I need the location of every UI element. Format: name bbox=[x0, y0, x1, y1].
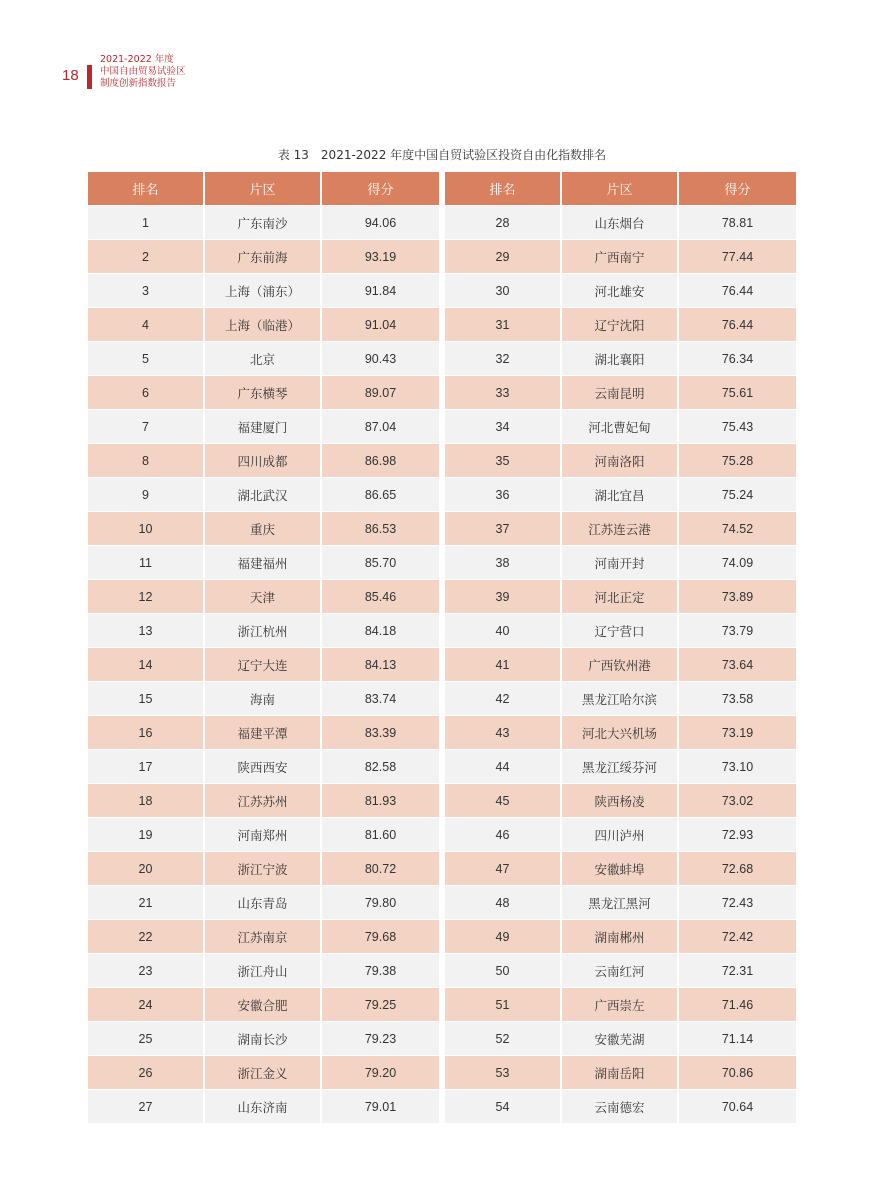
table-row bbox=[445, 988, 796, 1022]
zone-cell: 浙江舟山 bbox=[205, 954, 322, 988]
score-cell: 70.86 bbox=[679, 1056, 796, 1090]
table-row bbox=[88, 784, 439, 818]
table-title: 2021-2022 年度中国自贸试验区投资自由化指数排名 bbox=[320, 148, 607, 162]
score-cell: 72.42 bbox=[679, 920, 796, 954]
table-row bbox=[88, 1022, 439, 1056]
rank-cell: 31 bbox=[445, 308, 562, 342]
zone-cell: 黑龙江黑河 bbox=[562, 886, 679, 920]
rank-cell: 42 bbox=[445, 682, 562, 716]
score-cell: 72.43 bbox=[679, 886, 796, 920]
rank-cell: 7 bbox=[88, 410, 205, 444]
zone-cell: 广东南沙 bbox=[205, 206, 322, 240]
table-row bbox=[88, 648, 439, 682]
table-row bbox=[88, 614, 439, 648]
rank-cell: 4 bbox=[88, 308, 205, 342]
score-cell: 71.14 bbox=[679, 1022, 796, 1056]
page-number: 18 bbox=[62, 67, 79, 84]
table-row bbox=[445, 920, 796, 954]
rank-cell: 43 bbox=[445, 716, 562, 750]
zone-cell: 辽宁大连 bbox=[205, 648, 322, 682]
score-cell: 75.43 bbox=[679, 410, 796, 444]
table-row bbox=[88, 308, 439, 342]
score-cell: 72.68 bbox=[679, 852, 796, 886]
zone-cell: 天津 bbox=[205, 580, 322, 614]
score-cell: 76.44 bbox=[679, 308, 796, 342]
zone-cell: 河南开封 bbox=[562, 546, 679, 580]
zone-cell: 广西崇左 bbox=[562, 988, 679, 1022]
rank-cell: 23 bbox=[88, 954, 205, 988]
rank-cell: 53 bbox=[445, 1056, 562, 1090]
zone-cell: 河北雄安 bbox=[562, 274, 679, 308]
rank-cell: 36 bbox=[445, 478, 562, 512]
table-row bbox=[88, 342, 439, 376]
report-title bbox=[100, 54, 186, 90]
rank-cell: 32 bbox=[445, 342, 562, 376]
zone-cell: 江苏连云港 bbox=[562, 512, 679, 546]
score-cell: 82.58 bbox=[322, 750, 439, 784]
table-label: 表 13 bbox=[277, 148, 309, 162]
rank-cell: 17 bbox=[88, 750, 205, 784]
zone-cell: 福建福州 bbox=[205, 546, 322, 580]
rank-cell: 41 bbox=[445, 648, 562, 682]
rank-cell: 51 bbox=[445, 988, 562, 1022]
header-accent-bar bbox=[87, 65, 92, 89]
score-cell: 73.58 bbox=[679, 682, 796, 716]
zone-cell: 云南红河 bbox=[562, 954, 679, 988]
rank-cell: 10 bbox=[88, 512, 205, 546]
zone-cell: 广西钦州港 bbox=[562, 648, 679, 682]
score-cell: 70.64 bbox=[679, 1090, 796, 1124]
zone-cell: 河南郑州 bbox=[205, 818, 322, 852]
table-row bbox=[445, 1090, 796, 1124]
zone-cell: 云南德宏 bbox=[562, 1090, 679, 1124]
rank-cell: 45 bbox=[445, 784, 562, 818]
table-row bbox=[88, 240, 439, 274]
table-row bbox=[445, 206, 796, 240]
report-title-line: 制度创新指数报告 bbox=[100, 78, 177, 89]
rank-cell: 27 bbox=[88, 1090, 205, 1124]
ranking-table-right bbox=[445, 172, 796, 1124]
score-cell: 79.01 bbox=[322, 1090, 439, 1124]
score-cell: 73.79 bbox=[679, 614, 796, 648]
report-title-line: 2021-2022 年度 bbox=[100, 54, 174, 65]
rank-cell: 3 bbox=[88, 274, 205, 308]
score-cell: 72.31 bbox=[679, 954, 796, 988]
zone-cell: 陕西西安 bbox=[205, 750, 322, 784]
column-header-score: 得分 bbox=[322, 172, 439, 206]
rank-cell: 8 bbox=[88, 444, 205, 478]
score-cell: 75.24 bbox=[679, 478, 796, 512]
rank-cell: 52 bbox=[445, 1022, 562, 1056]
table-row bbox=[445, 852, 796, 886]
zone-cell: 黑龙江哈尔滨 bbox=[562, 682, 679, 716]
zone-cell: 安徽芜湖 bbox=[562, 1022, 679, 1056]
zone-cell: 浙江金义 bbox=[205, 1056, 322, 1090]
rank-cell: 37 bbox=[445, 512, 562, 546]
rank-cell: 22 bbox=[88, 920, 205, 954]
zone-cell: 辽宁营口 bbox=[562, 614, 679, 648]
rank-cell: 40 bbox=[445, 614, 562, 648]
table-row bbox=[88, 954, 439, 988]
rank-cell: 54 bbox=[445, 1090, 562, 1124]
ranking-table-left-body bbox=[88, 206, 439, 1124]
score-cell: 79.20 bbox=[322, 1056, 439, 1090]
rank-cell: 11 bbox=[88, 546, 205, 580]
zone-cell: 云南昆明 bbox=[562, 376, 679, 410]
zone-cell: 四川成都 bbox=[205, 444, 322, 478]
zone-cell: 湖北襄阳 bbox=[562, 342, 679, 376]
table-row bbox=[445, 546, 796, 580]
rank-cell: 24 bbox=[88, 988, 205, 1022]
score-cell: 81.93 bbox=[322, 784, 439, 818]
table-row bbox=[88, 512, 439, 546]
score-cell: 76.44 bbox=[679, 274, 796, 308]
score-cell: 74.52 bbox=[679, 512, 796, 546]
rank-cell: 38 bbox=[445, 546, 562, 580]
score-cell: 85.70 bbox=[322, 546, 439, 580]
table-row bbox=[88, 410, 439, 444]
table-row bbox=[88, 1056, 439, 1090]
zone-cell: 四川泸州 bbox=[562, 818, 679, 852]
table-row bbox=[445, 444, 796, 478]
table-row bbox=[445, 580, 796, 614]
rank-cell: 33 bbox=[445, 376, 562, 410]
score-cell: 81.60 bbox=[322, 818, 439, 852]
table-row bbox=[445, 1056, 796, 1090]
zone-cell: 北京 bbox=[205, 342, 322, 376]
ranking-table-left bbox=[88, 172, 439, 1124]
rank-cell: 25 bbox=[88, 1022, 205, 1056]
table-row bbox=[88, 920, 439, 954]
score-cell: 93.19 bbox=[322, 240, 439, 274]
score-cell: 90.43 bbox=[322, 342, 439, 376]
table-row bbox=[445, 716, 796, 750]
column-header-zone: 片区 bbox=[205, 172, 322, 206]
table-row bbox=[88, 1090, 439, 1124]
rank-cell: 2 bbox=[88, 240, 205, 274]
score-cell: 73.02 bbox=[679, 784, 796, 818]
rank-cell: 28 bbox=[445, 206, 562, 240]
rank-cell: 30 bbox=[445, 274, 562, 308]
table-row bbox=[445, 308, 796, 342]
column-header-score: 得分 bbox=[679, 172, 796, 206]
score-cell: 86.98 bbox=[322, 444, 439, 478]
score-cell: 87.04 bbox=[322, 410, 439, 444]
rank-cell: 18 bbox=[88, 784, 205, 818]
score-cell: 74.09 bbox=[679, 546, 796, 580]
table-row bbox=[88, 444, 439, 478]
zone-cell: 山东烟台 bbox=[562, 206, 679, 240]
zone-cell: 湖北武汉 bbox=[205, 478, 322, 512]
table-row bbox=[445, 818, 796, 852]
zone-cell: 江苏南京 bbox=[205, 920, 322, 954]
score-cell: 75.28 bbox=[679, 444, 796, 478]
table-row bbox=[88, 818, 439, 852]
rank-cell: 20 bbox=[88, 852, 205, 886]
score-cell: 73.89 bbox=[679, 580, 796, 614]
score-cell: 77.44 bbox=[679, 240, 796, 274]
zone-cell: 湖北宜昌 bbox=[562, 478, 679, 512]
score-cell: 73.10 bbox=[679, 750, 796, 784]
score-cell: 73.19 bbox=[679, 716, 796, 750]
score-cell: 84.13 bbox=[322, 648, 439, 682]
table-row bbox=[88, 376, 439, 410]
zone-cell: 广东横琴 bbox=[205, 376, 322, 410]
table-row bbox=[445, 274, 796, 308]
rank-cell: 47 bbox=[445, 852, 562, 886]
zone-cell: 辽宁沈阳 bbox=[562, 308, 679, 342]
zone-cell: 河北曹妃甸 bbox=[562, 410, 679, 444]
rank-cell: 35 bbox=[445, 444, 562, 478]
zone-cell: 广东前海 bbox=[205, 240, 322, 274]
table-row bbox=[445, 512, 796, 546]
table-row bbox=[445, 1022, 796, 1056]
table-row bbox=[88, 886, 439, 920]
rank-cell: 19 bbox=[88, 818, 205, 852]
score-cell: 76.34 bbox=[679, 342, 796, 376]
rank-cell: 29 bbox=[445, 240, 562, 274]
score-cell: 86.65 bbox=[322, 478, 439, 512]
score-cell: 83.39 bbox=[322, 716, 439, 750]
ranking-table-right-body bbox=[445, 206, 796, 1124]
zone-cell: 上海（临港） bbox=[205, 308, 322, 342]
rank-cell: 16 bbox=[88, 716, 205, 750]
table-row bbox=[88, 716, 439, 750]
table-header-row bbox=[445, 172, 796, 206]
zone-cell: 广西南宁 bbox=[562, 240, 679, 274]
zone-cell: 重庆 bbox=[205, 512, 322, 546]
table-row bbox=[88, 580, 439, 614]
table-caption bbox=[0, 146, 884, 163]
score-cell: 83.74 bbox=[322, 682, 439, 716]
rank-cell: 6 bbox=[88, 376, 205, 410]
zone-cell: 黑龙江绥芬河 bbox=[562, 750, 679, 784]
score-cell: 73.64 bbox=[679, 648, 796, 682]
score-cell: 86.53 bbox=[322, 512, 439, 546]
table-row bbox=[445, 478, 796, 512]
score-cell: 84.18 bbox=[322, 614, 439, 648]
column-header-zone: 片区 bbox=[562, 172, 679, 206]
score-cell: 79.80 bbox=[322, 886, 439, 920]
table-row bbox=[88, 206, 439, 240]
zone-cell: 上海（浦东） bbox=[205, 274, 322, 308]
rank-cell: 15 bbox=[88, 682, 205, 716]
score-cell: 78.81 bbox=[679, 206, 796, 240]
zone-cell: 河北大兴机场 bbox=[562, 716, 679, 750]
zone-cell: 福建厦门 bbox=[205, 410, 322, 444]
score-cell: 79.23 bbox=[322, 1022, 439, 1056]
rank-cell: 5 bbox=[88, 342, 205, 376]
table-row bbox=[445, 886, 796, 920]
score-cell: 91.84 bbox=[322, 274, 439, 308]
report-title-line: 中国自由贸易试验区 bbox=[100, 66, 186, 77]
table-row bbox=[88, 478, 439, 512]
zone-cell: 浙江杭州 bbox=[205, 614, 322, 648]
table-row bbox=[445, 376, 796, 410]
rank-cell: 46 bbox=[445, 818, 562, 852]
table-row bbox=[445, 682, 796, 716]
rank-cell: 12 bbox=[88, 580, 205, 614]
score-cell: 79.68 bbox=[322, 920, 439, 954]
zone-cell: 山东青岛 bbox=[205, 886, 322, 920]
score-cell: 79.38 bbox=[322, 954, 439, 988]
zone-cell: 江苏苏州 bbox=[205, 784, 322, 818]
table-row bbox=[88, 682, 439, 716]
rank-cell: 26 bbox=[88, 1056, 205, 1090]
rank-cell: 44 bbox=[445, 750, 562, 784]
table-row bbox=[88, 852, 439, 886]
score-cell: 71.46 bbox=[679, 988, 796, 1022]
zone-cell: 山东济南 bbox=[205, 1090, 322, 1124]
table-row bbox=[445, 240, 796, 274]
table-header-row bbox=[88, 172, 439, 206]
column-header-rank: 排名 bbox=[445, 172, 562, 206]
score-cell: 79.25 bbox=[322, 988, 439, 1022]
score-cell: 94.06 bbox=[322, 206, 439, 240]
rank-cell: 49 bbox=[445, 920, 562, 954]
table-row bbox=[445, 342, 796, 376]
score-cell: 72.93 bbox=[679, 818, 796, 852]
score-cell: 75.61 bbox=[679, 376, 796, 410]
column-header-rank: 排名 bbox=[88, 172, 205, 206]
rank-cell: 1 bbox=[88, 206, 205, 240]
table-row bbox=[445, 614, 796, 648]
zone-cell: 河南洛阳 bbox=[562, 444, 679, 478]
zone-cell: 福建平潭 bbox=[205, 716, 322, 750]
score-cell: 80.72 bbox=[322, 852, 439, 886]
table-row bbox=[445, 954, 796, 988]
zone-cell: 河北正定 bbox=[562, 580, 679, 614]
rank-cell: 14 bbox=[88, 648, 205, 682]
rank-cell: 48 bbox=[445, 886, 562, 920]
rank-cell: 34 bbox=[445, 410, 562, 444]
table-row bbox=[88, 274, 439, 308]
zone-cell: 安徽合肥 bbox=[205, 988, 322, 1022]
rank-cell: 9 bbox=[88, 478, 205, 512]
zone-cell: 浙江宁波 bbox=[205, 852, 322, 886]
zone-cell: 海南 bbox=[205, 682, 322, 716]
table-row bbox=[445, 410, 796, 444]
score-cell: 91.04 bbox=[322, 308, 439, 342]
table-row bbox=[88, 988, 439, 1022]
table-row bbox=[88, 546, 439, 580]
table-row bbox=[445, 784, 796, 818]
rank-cell: 39 bbox=[445, 580, 562, 614]
zone-cell: 陕西杨凌 bbox=[562, 784, 679, 818]
table-row bbox=[88, 750, 439, 784]
zone-cell: 安徽蚌埠 bbox=[562, 852, 679, 886]
score-cell: 89.07 bbox=[322, 376, 439, 410]
table-row bbox=[445, 648, 796, 682]
rank-cell: 21 bbox=[88, 886, 205, 920]
zone-cell: 湖南岳阳 bbox=[562, 1056, 679, 1090]
zone-cell: 湖南长沙 bbox=[205, 1022, 322, 1056]
rank-cell: 50 bbox=[445, 954, 562, 988]
zone-cell: 湖南郴州 bbox=[562, 920, 679, 954]
table-row bbox=[445, 750, 796, 784]
score-cell: 85.46 bbox=[322, 580, 439, 614]
rank-cell: 13 bbox=[88, 614, 205, 648]
